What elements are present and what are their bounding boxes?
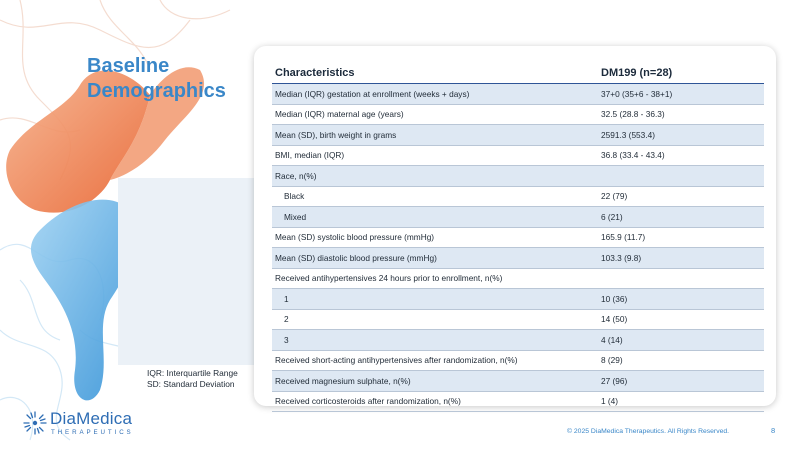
row-value: 8 (29) — [598, 350, 764, 371]
note-sd: SD: Standard Deviation — [147, 379, 235, 389]
row-label: Received antihypertensives 24 hours prior to enrollment, n(%) — [272, 268, 598, 289]
row-label: 1 — [272, 289, 598, 310]
row-label: Mean (SD) systolic blood pressure (mmHg) — [272, 227, 598, 248]
company-logo — [22, 408, 162, 438]
page-number: 8 — [771, 426, 776, 435]
abbreviation-notes — [147, 368, 238, 390]
table-row — [272, 309, 764, 330]
table-row — [272, 166, 764, 187]
row-label: Black — [272, 186, 598, 207]
row-label: Mean (SD) diastolic blood pressure (mmHg) — [272, 248, 598, 269]
table-row — [272, 371, 764, 392]
logo-subtitle: THERAPEUTICS — [51, 429, 134, 436]
row-label: Mean (SD), birth weight in grams — [272, 125, 598, 146]
row-label: 2 — [272, 309, 598, 330]
row-value — [598, 166, 764, 187]
table-row — [272, 84, 764, 105]
row-value: 10 (36) — [598, 289, 764, 310]
row-value — [598, 268, 764, 289]
table-row — [272, 391, 764, 412]
table-row — [272, 350, 764, 371]
row-label: 3 — [272, 330, 598, 351]
row-label: Received magnesium sulphate, n(%) — [272, 371, 598, 392]
table-row — [272, 207, 764, 228]
header-dm199: DM199 (n=28) — [598, 63, 764, 84]
table-row — [272, 330, 764, 351]
title-line-2: Demographics — [87, 80, 226, 102]
row-value: 22 (79) — [598, 186, 764, 207]
row-label: Race, n(%) — [272, 166, 598, 187]
table-row — [272, 268, 764, 289]
row-value: 4 (14) — [598, 330, 764, 351]
note-iqr: IQR: Interquartile Range — [147, 368, 238, 378]
row-value: 14 (50) — [598, 309, 764, 330]
logo-mark-icon — [22, 410, 48, 436]
table-row — [272, 289, 764, 310]
header-characteristics: Characteristics — [272, 63, 598, 84]
side-panel — [118, 178, 268, 365]
row-value: 1 (4) — [598, 391, 764, 412]
row-value: 6 (21) — [598, 207, 764, 228]
table-header-row — [272, 63, 764, 84]
table-row — [272, 125, 764, 146]
table-row — [272, 248, 764, 269]
logo-name: DiaMedica — [50, 409, 133, 428]
row-label: Mixed — [272, 207, 598, 228]
table-row — [272, 186, 764, 207]
copyright-footer: © 2025 DiaMedica Therapeutics. All Rights Reserved. — [567, 428, 730, 435]
slide-title — [87, 54, 226, 104]
row-value: 37+0 (35+6 - 38+1) — [598, 84, 764, 105]
table-row — [272, 145, 764, 166]
row-label: Median (IQR) maternal age (years) — [272, 104, 598, 125]
row-label: Median (IQR) gestation at enrollment (weeks + days) — [272, 84, 598, 105]
demographics-table — [272, 63, 764, 412]
row-value: 36.8 (33.4 - 43.4) — [598, 145, 764, 166]
row-value: 103.3 (9.8) — [598, 248, 764, 269]
row-value: 32.5 (28.8 - 36.3) — [598, 104, 764, 125]
row-label: BMI, median (IQR) — [272, 145, 598, 166]
row-value: 165.9 (11.7) — [598, 227, 764, 248]
row-value: 2591.3 (553.4) — [598, 125, 764, 146]
row-label: Received short-acting antihypertensives after randomization, n(%) — [272, 350, 598, 371]
row-value: 27 (96) — [598, 371, 764, 392]
table-row — [272, 104, 764, 125]
title-line-1: Baseline — [87, 55, 170, 77]
row-label: Received corticosteroids after randomization, n(%) — [272, 391, 598, 412]
table-row — [272, 227, 764, 248]
